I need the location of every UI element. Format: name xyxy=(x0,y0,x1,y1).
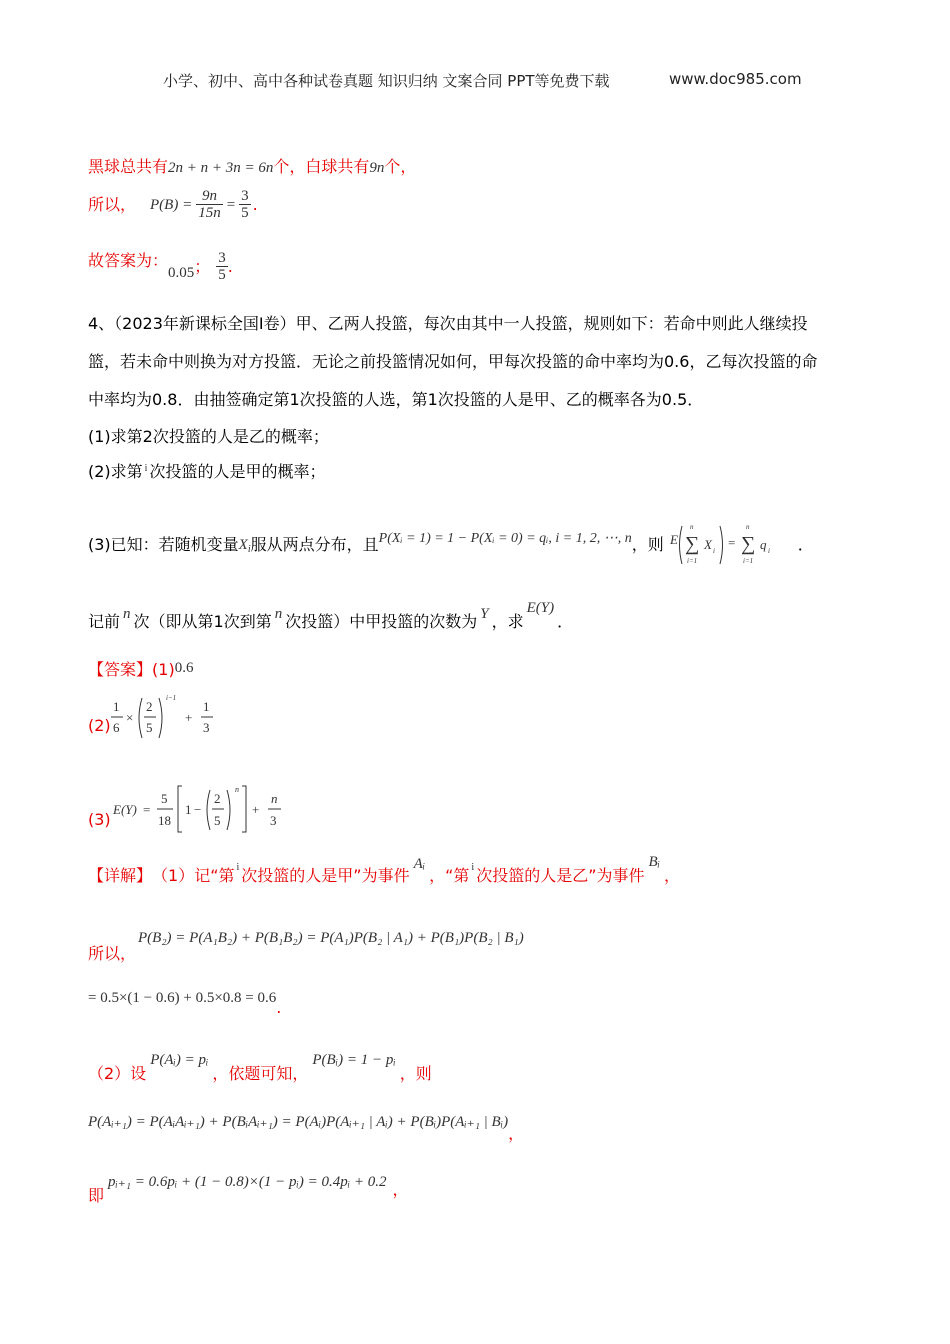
recurrence-expr: pᵢ₊₁ = 0.6pᵢ + (1 − 0.8)×(1 − pᵢ) = 0.4pᵢ + 0.2 xyxy=(108,1174,387,1190)
pb-def: P(Bᵢ) = 1 − pᵢ xyxy=(312,1052,396,1068)
svg-text:6: 6 xyxy=(112,720,120,735)
num: 9n xyxy=(196,188,223,205)
svg-text:1: 1 xyxy=(184,802,192,817)
answer-p1-value: 0.6 xyxy=(174,660,194,676)
svg-text:5: 5 xyxy=(160,791,168,806)
pa-def: P(Aᵢ) = pᵢ xyxy=(150,1052,209,1068)
svg-text:−: − xyxy=(193,802,202,817)
svg-text:+: + xyxy=(184,710,193,725)
text: 服从两点分布，且 xyxy=(250,535,379,554)
svg-text:5: 5 xyxy=(145,720,153,735)
answer-label: 故答案为： xyxy=(88,250,169,270)
text: ，依题可知， xyxy=(212,1064,309,1083)
svg-text:=: = xyxy=(727,535,736,550)
svg-text:3: 3 xyxy=(202,720,210,735)
svg-text:18: 18 xyxy=(157,813,171,828)
period: . xyxy=(252,194,258,214)
question-line-1: 4、（2023年新课标全国Ⅰ卷）甲、乙两人投篮，每次由其中一人投篮，规则如下：若命中则此人继续投 xyxy=(88,314,808,333)
answer-part-3 xyxy=(88,782,301,838)
i-var: i xyxy=(144,463,148,474)
svg-text:∑: ∑ xyxy=(684,533,699,555)
text: 个，白球共有 xyxy=(273,157,370,176)
period: . xyxy=(227,256,233,276)
black-expr: 2n + n + 3n = 6n xyxy=(168,160,274,176)
text: ，求 xyxy=(491,612,524,631)
pb2-expr: P(B₂) = P(A₁B₂) + P(B₁B₂) = P(A₁)P(B₂ | A₁) + P(B₁)P(B₂ | B₁) xyxy=(138,930,524,946)
ji-label: 即 xyxy=(88,1186,105,1205)
white-expr: 9n xyxy=(369,160,385,176)
so-label: 所以， xyxy=(88,944,137,963)
detail-line-2 xyxy=(88,1050,432,1083)
x-sub: i xyxy=(247,544,251,555)
text: ． xyxy=(797,535,814,554)
svg-text:E(Y): E(Y) xyxy=(112,802,137,817)
svg-text:=: = xyxy=(142,802,151,817)
num: 3 xyxy=(218,250,226,266)
svg-text:1: 1 xyxy=(112,699,120,714)
svg-text:2: 2 xyxy=(213,791,221,806)
svg-text:i−1: i−1 xyxy=(165,694,176,702)
text: ，则 xyxy=(399,1064,432,1083)
text: 个， xyxy=(384,157,417,176)
svg-text:+: + xyxy=(251,802,260,817)
detail-pa-line xyxy=(88,1112,525,1143)
event-b: Bᵢ xyxy=(648,854,661,870)
detail-pb2-value xyxy=(88,988,282,1017)
two-point-expr: P(Xᵢ = 1) = 1 − P(Xᵢ = 0) = qᵢ, i = 1, 2, ⋯, n xyxy=(378,531,632,546)
answer-line xyxy=(88,250,233,283)
detail-label: 【详解】 xyxy=(88,866,153,885)
text: 次投篮的人是甲”为事件 xyxy=(241,866,410,885)
n-var: n xyxy=(274,606,283,622)
num: 3 xyxy=(241,188,249,204)
svg-text:2: 2 xyxy=(145,699,153,714)
text: 黑球总共有 xyxy=(88,157,169,176)
text: (2)求第 xyxy=(88,462,143,481)
n-var: n xyxy=(123,606,131,622)
svg-text:n: n xyxy=(234,785,239,794)
y-var: Y xyxy=(480,606,489,622)
question-line-2: 篮，若未命中则换为对方投篮．无论之前投篮情况如何，甲每次投篮的命中率均为0.6，乙每次投篮的命 xyxy=(88,352,818,371)
eq: = xyxy=(226,196,236,213)
text: 次投篮的人是甲的概率； xyxy=(149,462,326,481)
svg-text:n: n xyxy=(270,791,278,806)
question-line-3: 中率均为0.8．由抽签确定第1次投篮的人选，第1次投篮的人是甲、乙的概率各为0.5． xyxy=(88,390,704,409)
svg-text:i=1: i=1 xyxy=(686,557,697,565)
svg-text:X: X xyxy=(703,537,712,552)
comma: ， xyxy=(508,1124,525,1143)
i-var: i xyxy=(471,862,475,873)
i-var: i xyxy=(236,862,240,873)
pb-line xyxy=(88,188,258,221)
answer-part-1 xyxy=(88,660,193,680)
header-site[interactable]: www.doc985.com xyxy=(669,70,802,88)
question-part-1: (1)求第2次投篮的人是乙的概率； xyxy=(88,427,329,446)
svg-text:×: × xyxy=(125,710,134,725)
den: 5 xyxy=(218,267,226,283)
text: ，“第 xyxy=(429,866,470,885)
black-ball-line xyxy=(88,157,416,178)
text: (3)已知：若随机变量 xyxy=(88,535,239,554)
svg-text:i: i xyxy=(712,547,715,555)
detail-line-1 xyxy=(88,854,681,886)
text: 次投篮的人是乙”为事件 xyxy=(476,866,645,885)
text: 记前 xyxy=(88,612,121,631)
detail-rec-line xyxy=(88,1172,409,1205)
svg-text:n: n xyxy=(689,523,694,531)
question-part-3 xyxy=(88,520,814,570)
text: （2）设 xyxy=(88,1064,147,1083)
answer-p2: (2) xyxy=(88,716,111,735)
question-last-line xyxy=(88,600,574,632)
answer-2-formula xyxy=(111,692,231,744)
svg-text:i=1: i=1 xyxy=(742,557,753,565)
answer-fraction xyxy=(216,250,228,283)
svg-text:q: q xyxy=(759,537,767,552)
text: ， xyxy=(664,866,681,885)
answer-3-formula xyxy=(111,782,301,838)
svg-text:5: 5 xyxy=(213,813,221,828)
text: 次（即从第1次到第 xyxy=(133,612,272,631)
text: ． xyxy=(557,612,574,631)
den: 5 xyxy=(241,205,249,221)
detail-pb2-line xyxy=(88,928,524,963)
answer-label: 【答案】 xyxy=(88,660,153,679)
svg-text:1: 1 xyxy=(202,699,210,714)
fraction-9n-15n xyxy=(196,188,223,221)
sep: ； xyxy=(194,256,211,276)
pb2-value: = 0.5×(1 − 0.6) + 0.5×0.8 = 0.6 xyxy=(88,990,277,1006)
svg-text:3: 3 xyxy=(269,813,277,828)
ey-expr: E(Y) xyxy=(526,600,555,616)
event-a: Aᵢ xyxy=(413,856,426,872)
answer-p1: (1) xyxy=(152,660,175,679)
svg-text:i: i xyxy=(767,547,770,555)
answer-1: 0.05 xyxy=(168,264,195,281)
answer-p3: (3) xyxy=(88,810,111,829)
expectation-sum-formula xyxy=(668,520,798,570)
text: 次投篮）中甲投篮的次数为 xyxy=(285,612,478,631)
so-label: 所以， xyxy=(88,194,137,214)
svg-text:E: E xyxy=(669,532,678,547)
fraction-3-5 xyxy=(239,188,251,221)
question-part-2 xyxy=(88,462,325,485)
comma: ， xyxy=(392,1180,409,1199)
pa-expr: P(Aᵢ₊₁) = P(AᵢAᵢ₊₁) + P(BᵢAᵢ₊₁) = P(Aᵢ)P(Aᵢ₊₁ | Aᵢ) + P(Bᵢ)P(Aᵢ₊₁ | Bᵢ) xyxy=(88,1114,509,1130)
header-banner: 小学、初中、高中各种试卷真题 知识归纳 文案合同 PPT等免费下载 xyxy=(163,72,610,90)
text: （1）记“第 xyxy=(152,866,235,885)
svg-text:n: n xyxy=(745,523,750,531)
text: ，则 xyxy=(631,535,664,554)
den: 15n xyxy=(198,205,221,221)
period: . xyxy=(276,998,282,1017)
pb-lhs: P(B) = xyxy=(150,196,193,213)
answer-part-2 xyxy=(88,692,231,744)
svg-text:∑: ∑ xyxy=(740,533,755,555)
x-var: X xyxy=(238,537,248,553)
